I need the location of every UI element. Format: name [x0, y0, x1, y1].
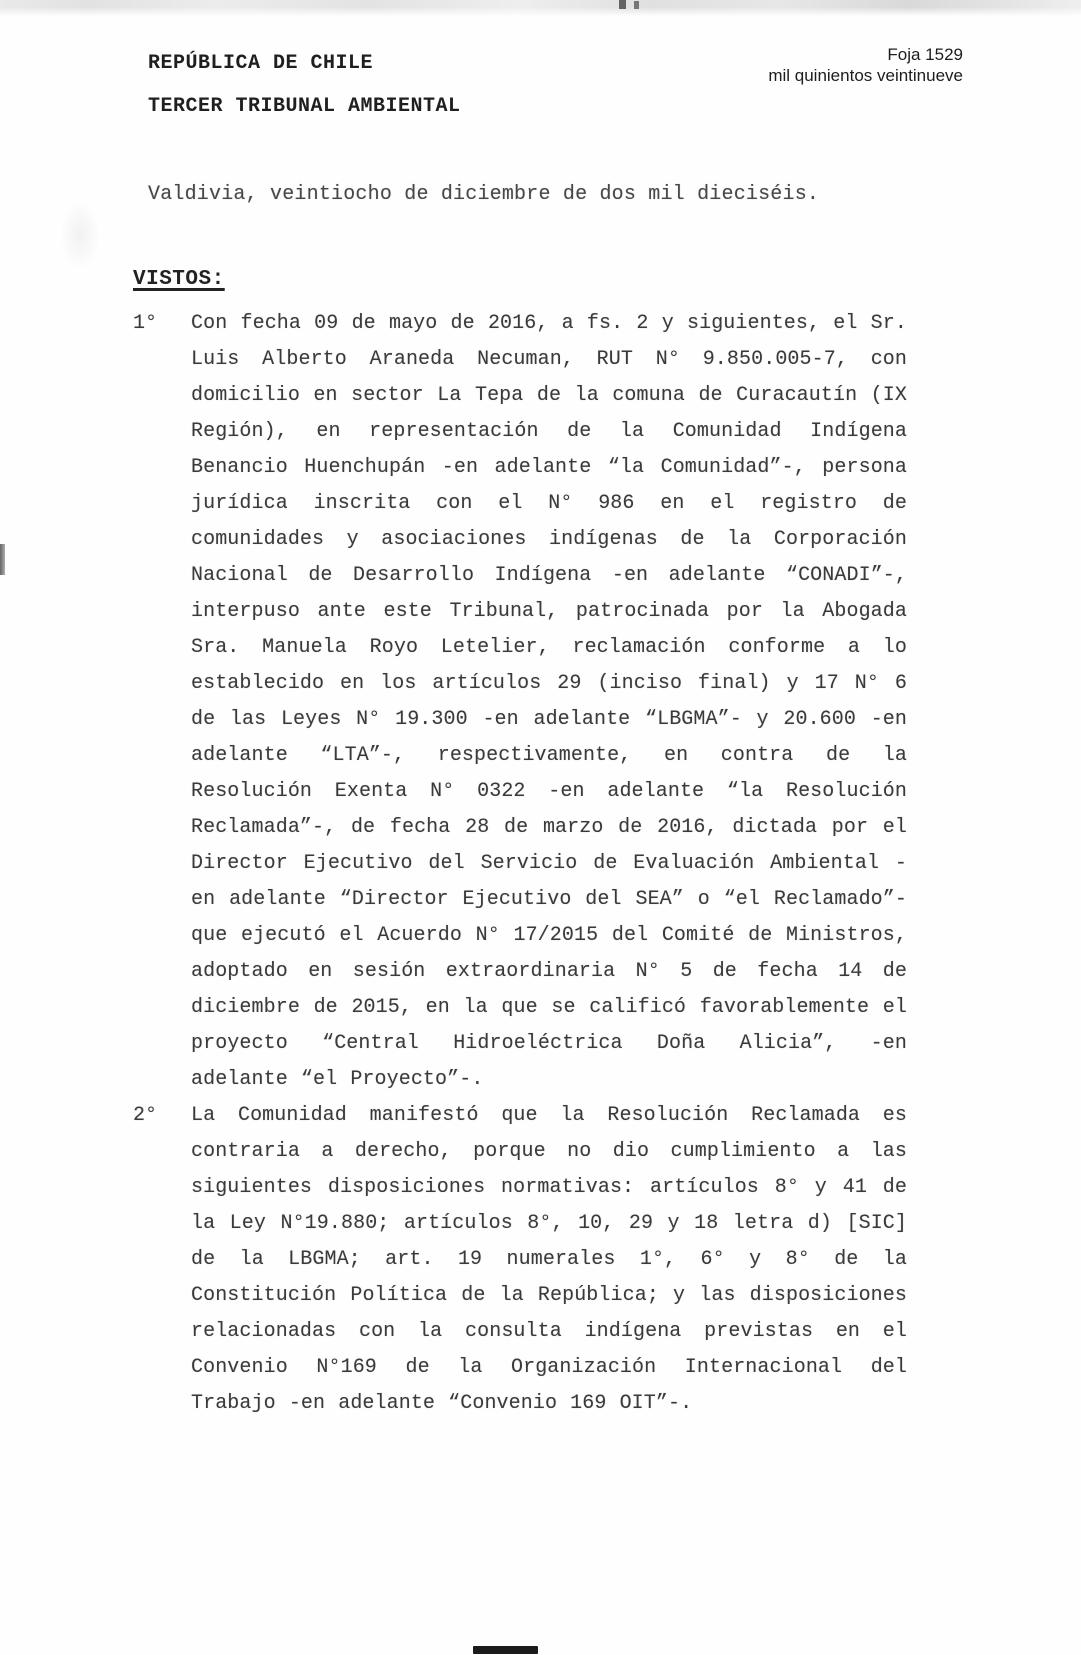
foja-number: Foja 1529 — [887, 45, 963, 64]
letterhead-tribunal: TERCER TRIBUNAL AMBIENTAL — [148, 95, 461, 118]
scan-artifact-top-band — [0, 0, 1081, 16]
foja-number-words: mil quinientos veintinueve — [768, 66, 963, 85]
paragraph-text: La Comunidad manifestó que la Resolución Reclamada es contraria a derecho, porque no dio cumplimiento a las siguientes disposiciones normativas: artículos 8° y 41 de la Ley N°19.880; artículos 8°, 10, 29 y 18 letra d) [SIC] de la LBGMA; art. 19 numerales 1°, 6° y 8° de la Constitución Política de la República; y las disposiciones relacionadas con la consulta indígena previstas en el Convenio N°169 de la Organización Internacional del Trabajo -en adelante “Convenio 169 OIT”-. — [191, 1104, 907, 1415]
scan-artifact-bottom-mark — [473, 1646, 538, 1654]
scan-artifact-speck — [634, 1, 639, 9]
letterhead-country: REPÚBLICA DE CHILE — [148, 52, 374, 75]
paragraph-text: Con fecha 09 de mayo de 2016, a fs. 2 y siguientes, el Sr. Luis Alberto Araneda Necuman, RUT N° 9.850.005-7, con domicilio en sector La Tepa de la comuna de Curacautín (IX Región), en representación de la Comunidad Indígena Benancio Huenchupán -en adelante “la Comunidad”-, persona jurídica inscrita con el N° 986 en el registro de comunidades y asociaciones indígenas de la Corporación Nacional de Desarrollo Indígena -en adelante “CONADI”-, interpuso ante este Tribunal, patrocinada por la Abogada Sra. Manuela Royo Letelier, reclamación conforme a lo establecido en los artículos 29 (inciso final) y 17 N° 6 de las Leyes N° 19.300 -en adelante “LBGMA”- y 20.600 -en adelante “LTA”-, respectivamente, en contra de la Resolución Exenta N° 0322 -en adelante “la Resolución Reclamada”-, de fecha 28 de marzo de 2016, dictada por el Director Ejecutivo del Servicio de Evaluación Ambiental - en adelante “Director Ejecutivo del SEA” o “el Reclamado”- que ejecutó el Acuerdo N° 17/2015 del Comité de Ministros, adoptado en sesión extraordinaria N° 5 de fecha 14 de diciembre de 2015, en la que se calificó favorablemente el proyecto “Central Hidroeléctrica Doña Alicia”, -en adelante “el Proyecto”-. — [191, 312, 907, 1091]
scan-artifact-speck — [619, 0, 626, 9]
foja-stamp — [768, 44, 963, 86]
paragraph-2 — [133, 1098, 907, 1422]
document-body — [133, 306, 907, 1422]
scan-artifact-left-margin-mark — [0, 544, 5, 575]
paragraph-number: 2° — [133, 1104, 158, 1127]
paragraph-number: 1° — [133, 312, 158, 335]
paragraph-1 — [133, 306, 907, 1098]
letterhead — [148, 52, 461, 138]
scan-artifact-smudge — [60, 200, 100, 270]
section-title-vistos: VISTOS: — [133, 268, 225, 291]
dateline: Valdivia, veintiocho de diciembre de dos mil dieciséis. — [148, 183, 820, 206]
